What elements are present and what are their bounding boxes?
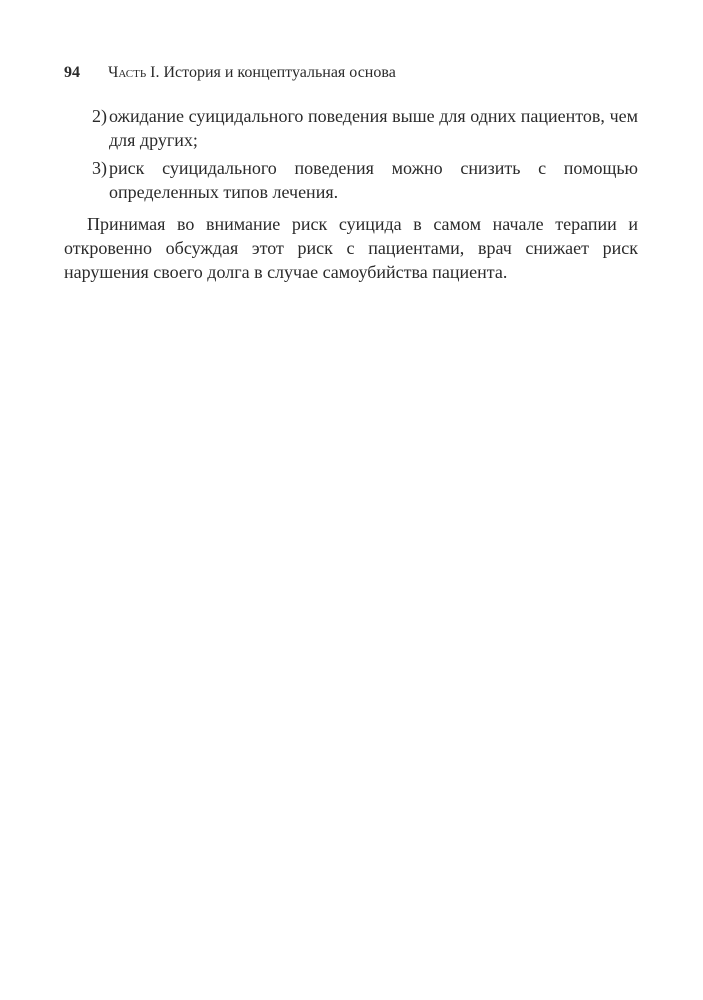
running-header-title <box>108 63 396 83</box>
list-item-number: 3) <box>92 158 107 178</box>
list-item <box>64 156 638 204</box>
list-item-number: 2) <box>92 106 107 126</box>
list-item-text: ожидание суицидального поведения выше для одних пациентов, чем для других; <box>109 106 638 150</box>
part-label: Часть <box>108 64 147 81</box>
body-text <box>64 104 638 284</box>
list-item-text: риск суицидального поведения можно снизить с помощью определенных типов лечения. <box>109 158 638 202</box>
part-title: I. История и концептуальная основа <box>146 64 396 81</box>
running-header <box>64 63 644 83</box>
list-item <box>64 104 638 152</box>
page-number: 94 <box>64 64 80 81</box>
body-paragraph: Принимая во внимание риск суицида в самом начале терапии и откровенно обсуждая этот риск с пациентами, врач снижает риск нарушения своего долга в случае самоубийства пациента. <box>64 214 638 282</box>
